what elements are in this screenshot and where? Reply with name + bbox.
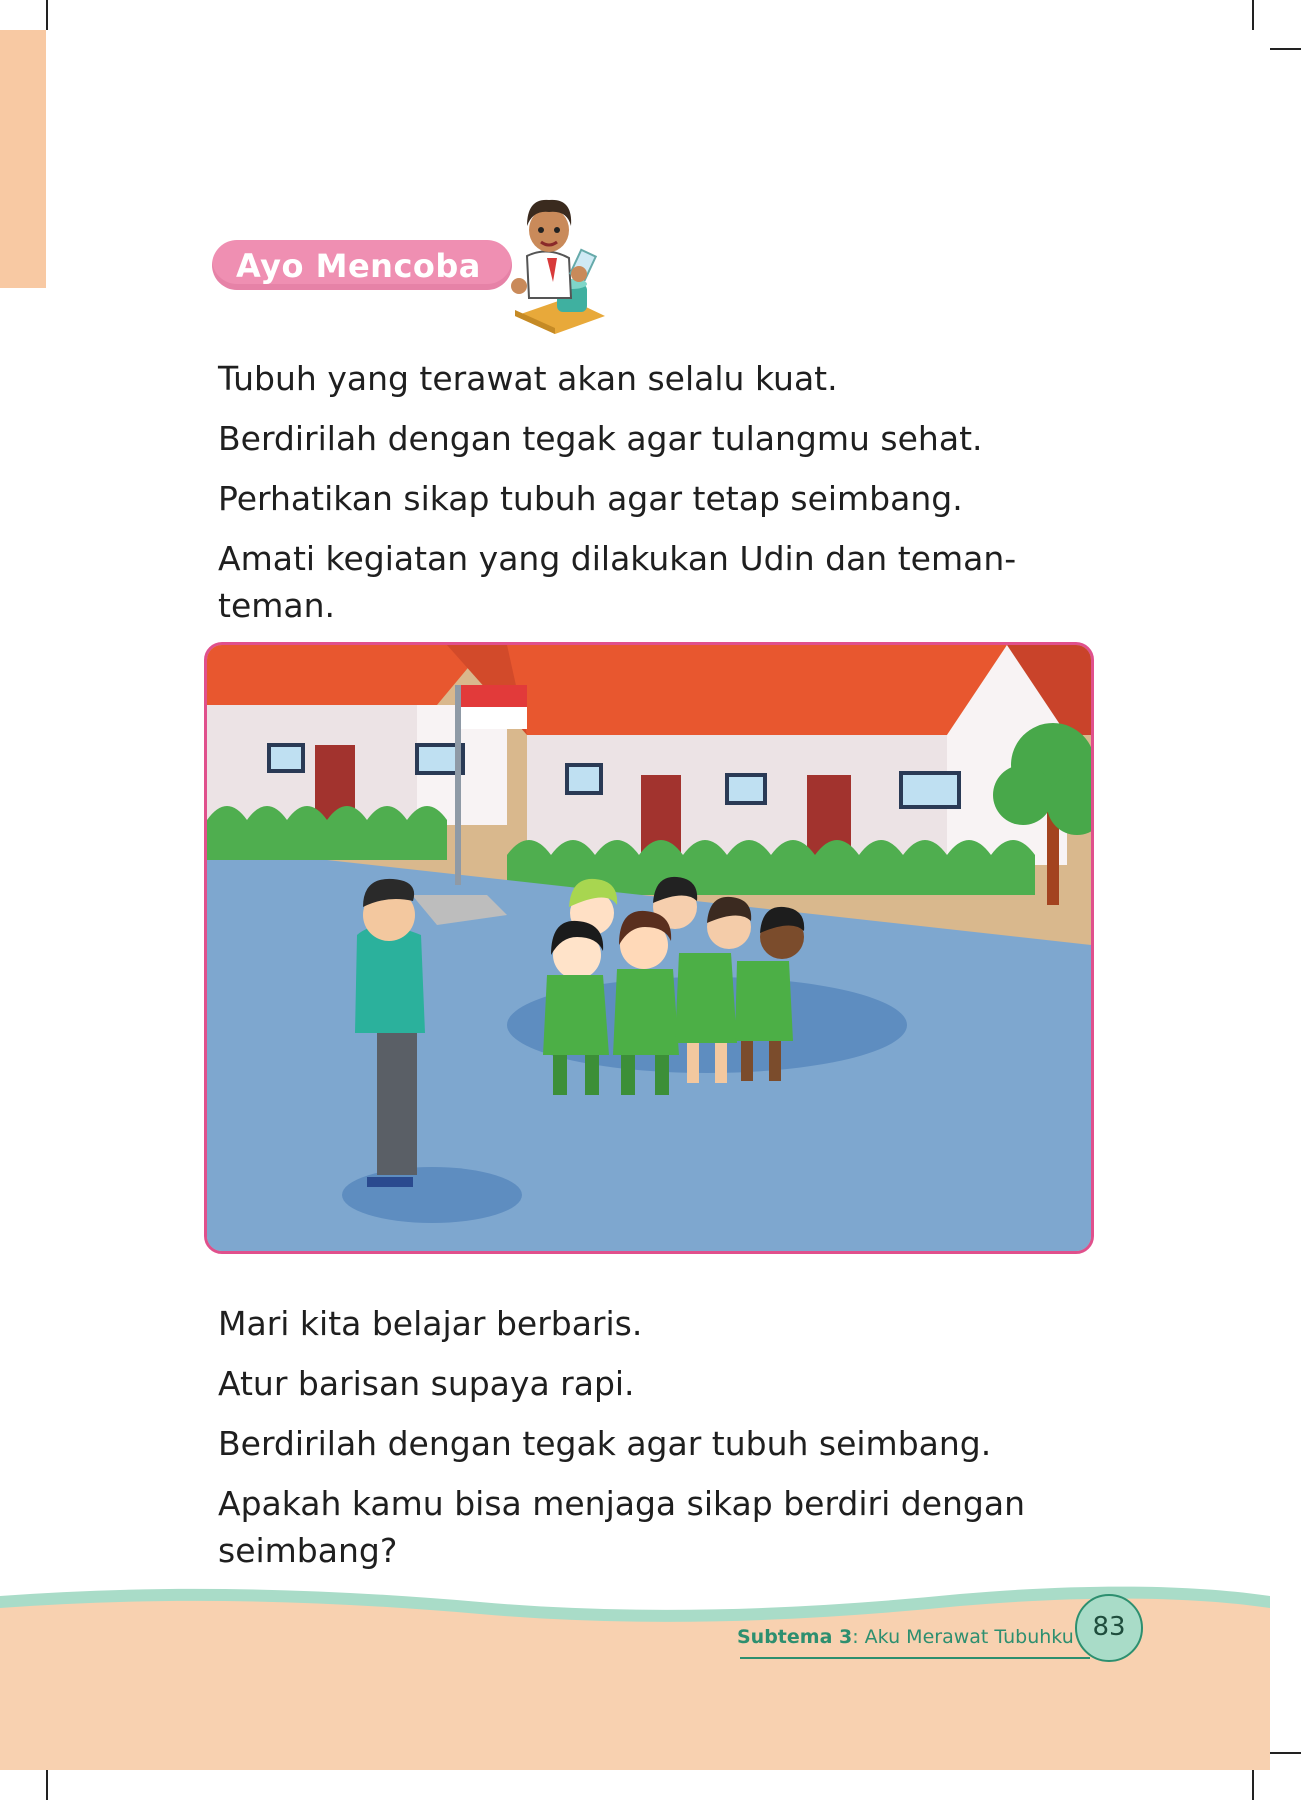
heading-label: Ayo Mencoba — [236, 247, 481, 285]
subtema-label: Subtema 3 — [737, 1626, 853, 1648]
footer-rule — [740, 1657, 1090, 1659]
kid-experiment-icon — [497, 186, 617, 336]
crop-mark — [46, 0, 48, 30]
heading-pill — [212, 240, 512, 290]
paragraph: Amati kegiatan yang dilakukan Udin dan teman-teman. — [218, 539, 1017, 625]
paragraph: Berdirilah dengan tegak agar tulangmu sehat. — [218, 419, 983, 458]
paragraph: Apakah kamu bisa menjaga sikap berdiri dengan seimbang? — [218, 1484, 1026, 1570]
paragraph: Mari kita belajar berbaris. — [218, 1304, 643, 1343]
paragraph: Perhatikan sikap tubuh agar tetap seimbang. — [218, 479, 963, 518]
crop-mark — [1252, 0, 1254, 30]
intro-text — [218, 355, 1118, 629]
schoolyard-marching-illustration — [204, 642, 1094, 1254]
paragraph: Berdirilah dengan tegak agar tubuh seimbang. — [218, 1424, 992, 1463]
subtema-title: : Aku Merawat Tubuhku — [852, 1626, 1074, 1648]
paragraph: Tubuh yang terawat akan selalu kuat. — [218, 359, 838, 398]
section-heading — [212, 180, 612, 340]
footer-subtema — [737, 1626, 1074, 1648]
page-number: 83 — [1075, 1594, 1143, 1662]
crop-mark — [1270, 48, 1301, 50]
practice-text — [218, 1300, 1118, 1574]
paragraph: Atur barisan supaya rapi. — [218, 1364, 635, 1403]
side-tab — [0, 30, 46, 288]
